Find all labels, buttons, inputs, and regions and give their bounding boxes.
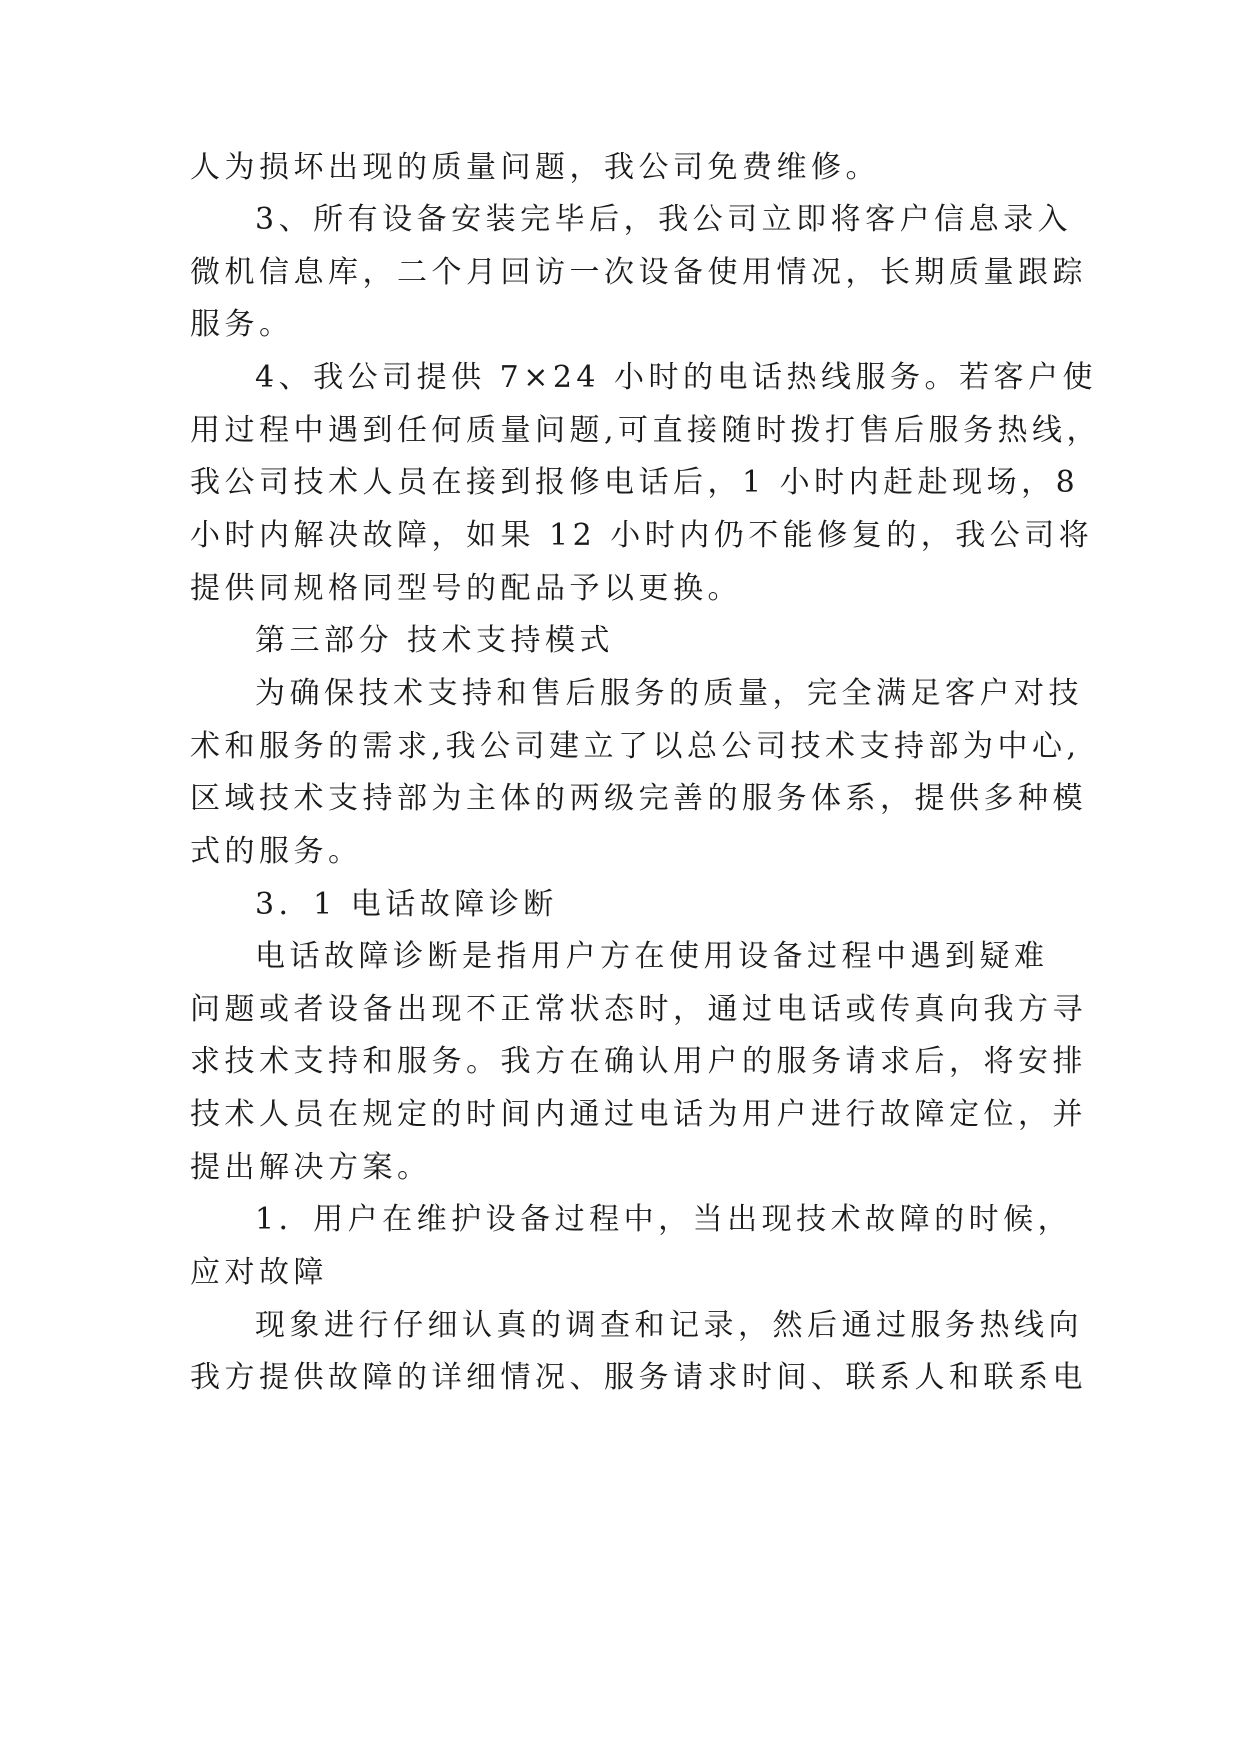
text-line: 我公司技术人员在接到报修电话后，1 小时内赶赴现场，8 — [190, 465, 1080, 500]
text-line: 应对故障 — [190, 1255, 328, 1290]
text-line: 人为损坏出现的质量问题，我公司免费维修。 — [190, 150, 880, 185]
subsection-heading: 3．1 电话故障诊断 — [255, 887, 558, 922]
text-line: 服务。 — [190, 307, 294, 342]
section-heading: 第三部分 技术支持模式 — [255, 623, 615, 658]
text-line: 1．用户在维护设备过程中，当出现技术故障的时候， — [255, 1202, 1073, 1237]
text-line: 微机信息库，二个月回访一次设备使用情况，长期质量跟踪 — [190, 255, 1087, 290]
text-line: 4、我公司提供 7×24 小时的电话热线服务。若客户使 — [255, 360, 1098, 395]
text-line: 问题或者设备出现不正常状态时，通过电话或传真向我方寻 — [190, 992, 1087, 1027]
text-line: 小时内解决故障，如果 12 小时内仍不能修复的，我公司将 — [190, 518, 1094, 553]
text-line: 我方提供故障的详细情况、服务请求时间、联系人和联系电 — [190, 1360, 1087, 1395]
text-line: 区域技术支持部为主体的两级完善的服务体系，提供多种模 — [190, 781, 1087, 816]
text-line: 电话故障诊断是指用户方在使用设备过程中遇到疑难 — [255, 939, 1049, 974]
text-line: 提出解决方案。 — [190, 1150, 432, 1185]
text-line: 求技术支持和服务。我方在确认用户的服务请求后，将安排 — [190, 1044, 1087, 1079]
text-line: 术和服务的需求,我公司建立了以总公司技术支持部为中心, — [190, 729, 1081, 764]
text-line: 为确保技术支持和售后服务的质量，完全满足客户对技 — [255, 676, 1083, 711]
text-line: 式的服务。 — [190, 834, 363, 869]
text-line: 用过程中遇到任何质量问题,可直接随时拨打售后服务热线， — [190, 413, 1102, 448]
text-line: 提供同规格同型号的配品予以更换。 — [190, 571, 742, 606]
text-line: 3、所有设备安装完毕后，我公司立即将客户信息录入 — [255, 202, 1073, 237]
text-line: 现象进行仔细认真的调查和记录，然后通过服务热线向 — [255, 1308, 1083, 1343]
text-line: 技术人员在规定的时间内通过电话为用户进行故障定位，并 — [190, 1097, 1087, 1132]
